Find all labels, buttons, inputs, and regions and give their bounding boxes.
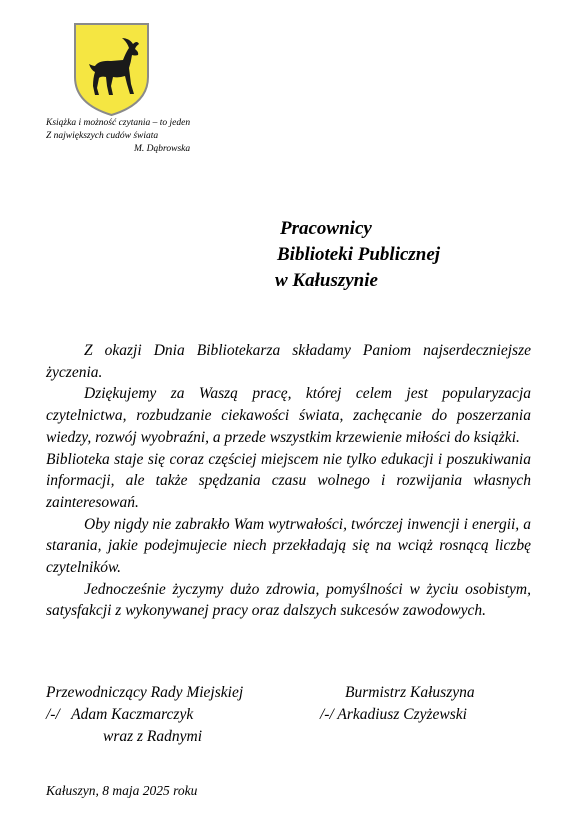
- motto-line-2: Z największych cudów świata: [46, 131, 159, 141]
- motto-author: M. Dąbrowska: [134, 144, 191, 154]
- paragraph-greeting: Z okazji Dnia Bibliotekarza składamy Paniom najserdeczniejsze życzenia.: [46, 342, 531, 381]
- recipient-line-1: Pracownicy: [280, 218, 372, 239]
- signature-right-title: Burmistrz Kałuszyna: [345, 684, 475, 701]
- letter-date: Kałuszyn, 8 maja 2025 roku: [46, 783, 198, 798]
- signature-left-name: /-/ Adam Kaczmarczyk: [46, 706, 194, 723]
- signature-right-name: /-/ Arkadiusz Czyżewski: [320, 706, 467, 723]
- coat-of-arms-logo: [73, 22, 150, 117]
- paragraph-wishes: Oby nigdy nie zabrakło Wam wytrwałości, twórczej inwencji i energii, a starania, jakie podejmujecie niech przekładają się na wciąż rosnącą liczbę czytelników.: [46, 515, 531, 577]
- recipient-line-3: w Kałuszynie: [275, 270, 378, 291]
- signature-left-title: Przewodniczący Rady Miejskiej: [46, 684, 244, 701]
- motto-line-1: Książka i możność czytania – to jeden: [46, 118, 191, 128]
- recipient-line-2: Biblioteki Publicznej: [277, 244, 441, 265]
- paragraph-library: Biblioteka staje się coraz częściej miejscem nie tylko edukacji i poszukiwania informacji, ale także spędzania czasu wolnego i rozwijania własnych zainteresowań.: [46, 450, 531, 511]
- motto-quote: [46, 117, 190, 156]
- letter-body: [46, 340, 531, 622]
- signature-left-extra: wraz z Radnymi: [103, 728, 203, 745]
- paragraph-thanks: Dziękujemy za Waszą pracę, której celem jest popularyzacja czytelnictwa, rozbudzanie ciekawości świata, zachęcanie do poszerzania wiedzy, rozwój wyobraźni, a przede wszystkim krzewienie miłości do książki.: [46, 385, 531, 446]
- paragraph-closing: Jednocześnie życzymy dużo zdrowia, pomyślności w życiu osobistym, satysfakcji z wykonywanej pracy oraz dalszych sukcesów zawodowych.: [46, 580, 531, 620]
